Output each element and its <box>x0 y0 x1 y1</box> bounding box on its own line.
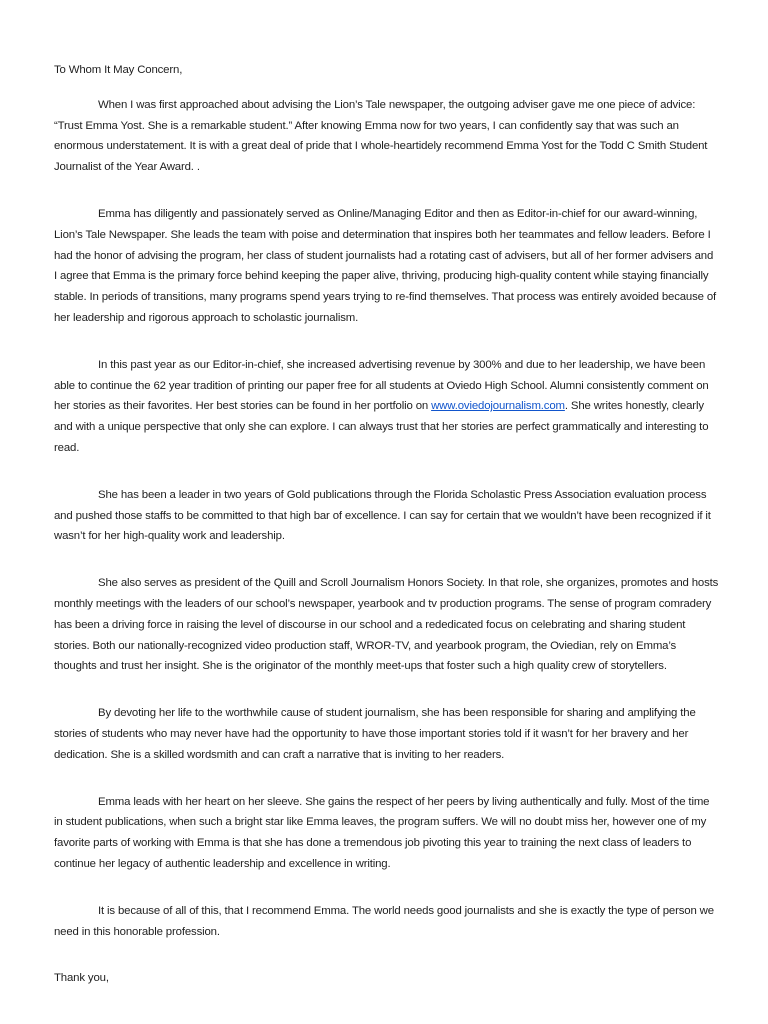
paragraph-quill-and-scroll: She also serves as president of the Quill and Scroll Journalism Honors Society. In that role, she organizes, promotes and hosts monthly meetings with the leaders of our school’s newspaper, yearbook and tv production programs. The sense of program comradery has been a driving force in raising the level of discourse in our school and a rededicated focus on celebrating and sharing student stories. Both our nationally-recognized video production staff, WROR-TV, and yearbook program, the Oviedian, rely on Emma’s thoughts and trust her insight. She is the originator of the monthly meet-ups that foster such a high quality crew of storytellers. <box>54 577 719 673</box>
paragraph-recommendation: It is because of all of this, that I recommend Emma. The world needs good journalists and she is exactly the type of person we need in this honorable profession. <box>54 904 714 938</box>
closing: Thank you, <box>54 972 109 985</box>
portfolio-link[interactable]: www.oviedojournalism.com <box>431 400 565 413</box>
paragraph-devotion: By devoting her life to the worthwhile cause of student journalism, she has been responsible for sharing and amplifying the stories of students who may never have had the opportunity to have those important stories told if it wasn’t for her bravery and her dedication. She is a skilled wordsmith and can craft a narrative that is inviting to her readers. <box>54 707 696 761</box>
letter-body <box>54 60 719 989</box>
paragraph-leadership: Emma leads with her heart on her sleeve. She gains the respect of her peers by living authentically and fully. Most of the time in student publications, when such a bright star like Emma leaves, the program suffers. We will no doubt miss her, however one of my favorite parts of working with Emma is that she has done a tremendous job pivoting this year to training the next class of leaders to continue her legacy of authentic leadership and excellence in writing. <box>54 795 710 870</box>
paragraph-gold-publications: She has been a leader in two years of Gold publications through the Florida Scholastic Press Association evaluation process and pushed those staffs to be committed to that high bar of excellence. I can say for certain that we wouldn’t have been recognized if it wasn’t for her high-quality work and leadership. <box>54 488 711 543</box>
salutation: To Whom It May Concern, <box>54 64 183 76</box>
paragraph-introduction: When I was first approached about advising the Lion’s Tale newspaper, the outgoing adviser gave me one piece of advice: “Trust Emma Yost. She is a remarkable student.” After knowing Emma now for two years, I can confidently say that was such an enormous understatement. It is with a great deal of pride that I whole-heartidely recommend Emma Yost for the Todd C Smith Student Journalist of the Year Award. . <box>54 98 708 174</box>
paragraph-editor-role: Emma has diligently and passionately served as Online/Managing Editor and then as Editor-in-chief for our award-winning, Lion’s Tale Newspaper. She leads the team with poise and determination that inspires both her teammates and fellow leaders. Before I had the honor of advising the program, her class of student journalists had a rotating cast of advisers, but all of her former advisers and I agree that Emma is the primary force behind keeping the paper alive, thriving, producing high-quality content while staying financially stable. In periods of transitions, many programs spend years trying to re-find themselves. That process was entirely avoided because of her leadership and rigorous approach to scholastic journalism. <box>54 207 717 324</box>
paragraph-achievements-text-end: . She writes honestly, clearly and with a unique perspective that only she can explore. I can always trust that her stories are perfect grammatically and interesting to read. <box>54 400 709 454</box>
paragraph-achievements <box>54 355 719 459</box>
paragraph-achievements-text-start: In this past year as our Editor-in-chief, she increased advertising revenue by 300% and due to her leadership, we have been able to continue the 62 year tradition of printing our paper free for all students at Oviedo High School. Alumni consistently comment on her stories as their favorites. Her best stories can be found in her portfolio on <box>54 358 709 413</box>
